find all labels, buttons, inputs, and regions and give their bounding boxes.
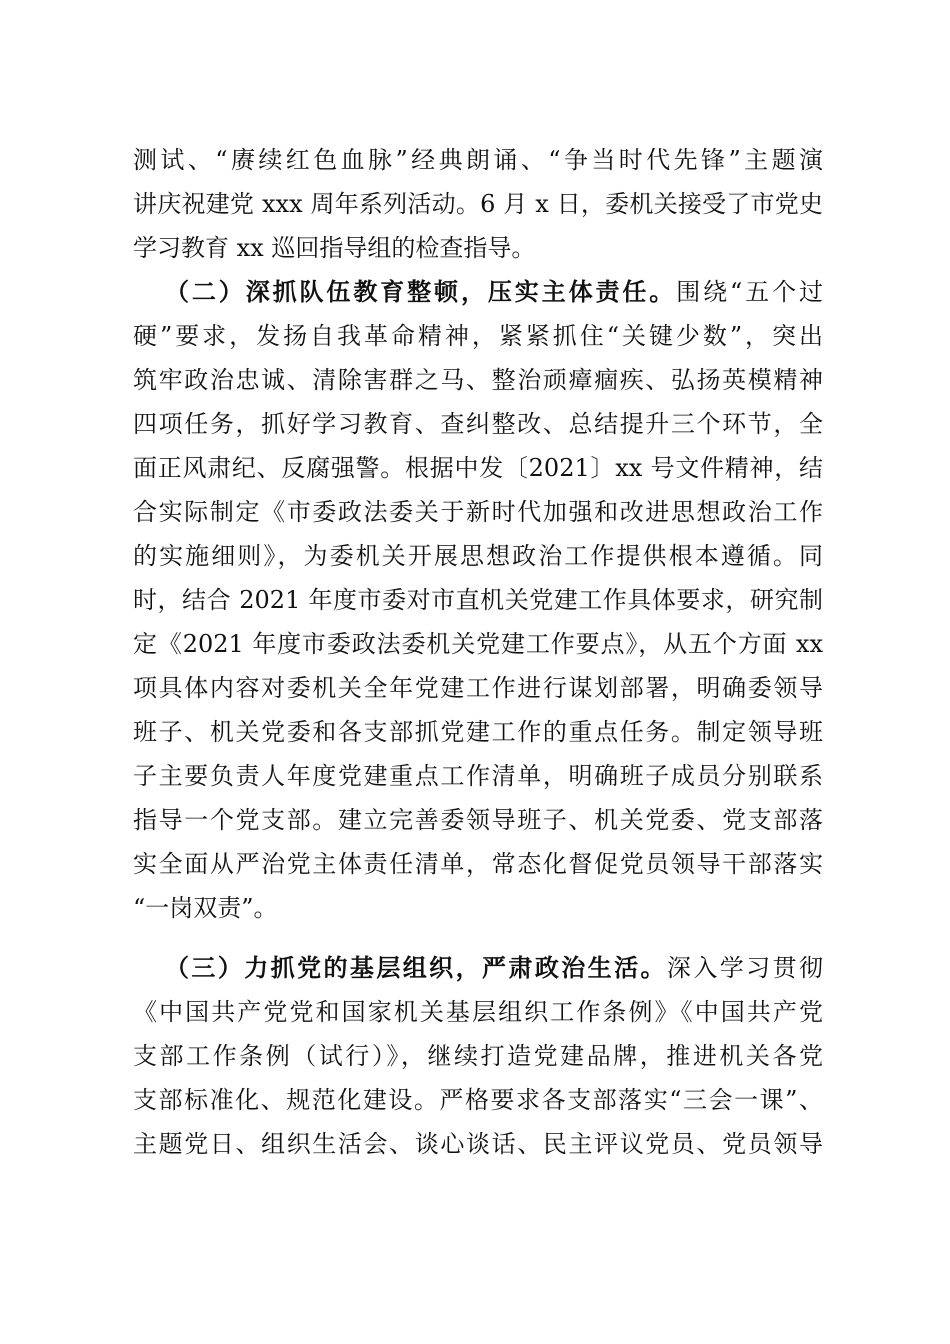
text-line: 项具体内容对委机关全年党建工作进行谋划部署，明确委领导 bbox=[133, 674, 823, 702]
text-line: 测试、“赓续红色血脉”经典朗诵、“争当时代先锋”主题演 bbox=[133, 146, 823, 174]
section-3-lead-text: 深入学习贯彻 bbox=[666, 954, 824, 982]
text-line: 子主要负责人年度党建重点工作清单，明确班子成员分别联系 bbox=[133, 762, 823, 790]
text-line: 指导一个党支部。建立完善委领导班子、机关党委、党支部落 bbox=[133, 806, 823, 834]
text-line: “一岗双责”。 bbox=[133, 894, 278, 922]
section-3-heading: 力抓党的基层组织，严肃政治生活。 bbox=[244, 953, 667, 982]
text-line: 主题党日、组织生活会、谈心谈话、民主评议党员、党员领导 bbox=[133, 1130, 823, 1158]
text-line: 实全面从严治党主体责任清单，常态化督促党员领导干部落实 bbox=[133, 850, 823, 878]
text-line: 讲庆祝建党 xxx 周年系列活动。6 月 x 日，委机关接受了市党史 bbox=[133, 190, 823, 218]
text-line: 支部工作条例（试行）》，继续打造党建品牌，推进机关各党 bbox=[133, 1042, 823, 1070]
text-line: 支部标准化、规范化建设。严格要求各支部落实“三会一课”、 bbox=[133, 1086, 823, 1114]
text-line: 学习教育 xx 巡回指导组的检查指导。 bbox=[133, 234, 536, 262]
section-2-lead-text: 围绕“五个过 bbox=[676, 278, 823, 306]
text-line: 筑牢政治忠诚、清除害群之马、整治顽瘴痼疾、弘扬英模精神 bbox=[133, 366, 823, 394]
text-line: 的实施细则》，为委机关开展思想政治工作提供根本遵循。同 bbox=[133, 542, 823, 570]
section-3-number: （三） bbox=[165, 953, 245, 982]
text-line: 面正风肃纪、反腐强警。根据中发〔2021〕xx 号文件精神，结 bbox=[133, 454, 823, 482]
section-3-first-line bbox=[165, 946, 823, 990]
text-line: 班子、机关党委和各支部抓党建工作的重点任务。制定领导班 bbox=[133, 718, 823, 746]
text-line: 《中国共产党党和国家机关基层组织工作条例》《中国共产党 bbox=[133, 998, 823, 1026]
text-line: 四项任务，抓好学习教育、查纠整改、总结提升三个环节，全 bbox=[133, 410, 823, 438]
section-2-first-line bbox=[165, 270, 823, 314]
text-line: 硬”要求，发扬自我革命精神，紧紧抓住“关键少数”，突出 bbox=[133, 322, 823, 350]
section-2-heading: 深抓队伍教育整顿，压实主体责任。 bbox=[245, 277, 677, 306]
section-2-number: （二） bbox=[165, 277, 246, 306]
text-line: 定《2021 年度市委政法委机关党建工作要点》，从五个方面 xx bbox=[133, 630, 823, 658]
text-line: 合实际制定《市委政法委关于新时代加强和改进思想政治工作 bbox=[133, 498, 823, 526]
text-line: 时，结合 2021 年度市委对市直机关党建工作具体要求，研究制 bbox=[133, 586, 823, 614]
